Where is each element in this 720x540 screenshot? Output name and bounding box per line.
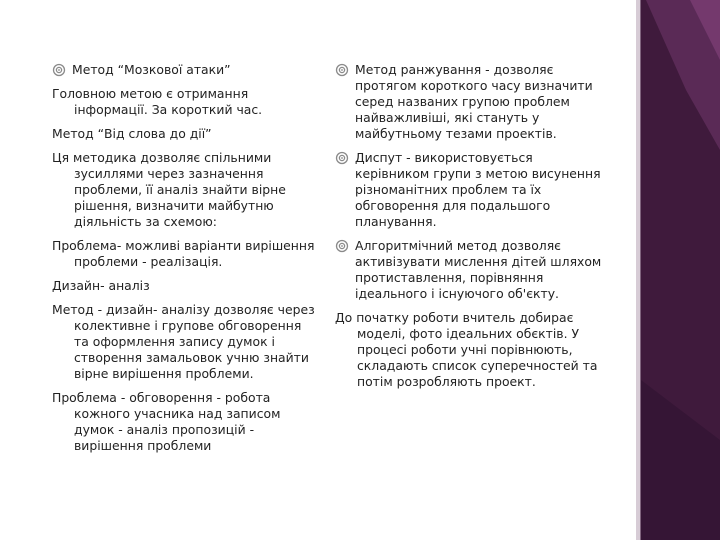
left-item-6-text: Дизайн- аналіз bbox=[52, 278, 150, 293]
right-item-1 bbox=[335, 62, 610, 142]
left-item-6 bbox=[52, 278, 317, 294]
left-item-3 bbox=[52, 126, 317, 142]
right-item-2 bbox=[335, 150, 610, 230]
target-bullet-icon bbox=[52, 63, 66, 77]
target-bullet-icon bbox=[335, 63, 349, 77]
sidebar-accent-shape-2 bbox=[690, 0, 720, 60]
right-item-1-text: Метод ранжування - дозволяє протягом короткого часу визначити серед названих групою проблем найважливіші, які стануть у майбутньому тезами проектів. bbox=[355, 62, 593, 141]
right-item-4 bbox=[335, 310, 610, 390]
right-item-3-text: Алгоритмічний метод дозволяє активізувати мислення дітей шляхом протиставлення, порівняння ідеального і існуючого об'єкту. bbox=[355, 238, 602, 301]
sidebar-dark-band bbox=[640, 0, 720, 540]
left-item-7 bbox=[52, 302, 317, 382]
left-item-7-text: Метод - дизайн- аналізу дозволяє через колективне і групове обговорення та оформлення запису думок і створення замальовок учню знайти вірне вирішення проблеми. bbox=[52, 302, 315, 381]
sidebar-left-shadow bbox=[641, 380, 720, 540]
left-column bbox=[52, 62, 317, 462]
right-item-4-text: До початку роботи вчитель добирає моделі, фото ідеальних обєктів. У процесі роботи учні порівнюють, складають список суперечностей та потім розробляють проект. bbox=[335, 310, 598, 389]
left-item-5-text: Проблема- можливі варіанти вирішення проблеми - реалізація. bbox=[52, 238, 315, 269]
target-bullet-icon bbox=[335, 151, 349, 165]
right-item-2-text: Диспут - використовується керівником групи з метою висунення різноманітних проблем та їх обговорення для подальшого планування. bbox=[355, 150, 601, 229]
left-item-3-text: Метод “Від слова до дії” bbox=[52, 126, 212, 141]
left-item-2 bbox=[52, 86, 317, 118]
left-item-8-text: Проблема - обговорення - робота кожного учасника над записом думок - аналіз пропозицій - вирішення проблеми bbox=[52, 390, 281, 453]
target-bullet-icon bbox=[335, 239, 349, 253]
left-item-1-text: Метод “Мозкової атаки” bbox=[72, 62, 231, 77]
left-item-4-text: Ця методика дозволяє спільними зусиллями через зазначення проблеми, її аналіз знайти вірне рішення, визначити майбутню діяльність за схемою: bbox=[52, 150, 286, 229]
left-item-1 bbox=[52, 62, 317, 78]
left-item-2-text: Головною метою є отримання інформації. За короткий час. bbox=[52, 86, 263, 117]
right-column bbox=[335, 62, 610, 398]
sidebar-accent-shape bbox=[646, 0, 720, 150]
left-item-5 bbox=[52, 238, 317, 270]
right-item-3 bbox=[335, 238, 610, 302]
left-item-8 bbox=[52, 390, 317, 454]
left-item-4 bbox=[52, 150, 317, 230]
sidebar-light-sliver bbox=[636, 0, 641, 540]
